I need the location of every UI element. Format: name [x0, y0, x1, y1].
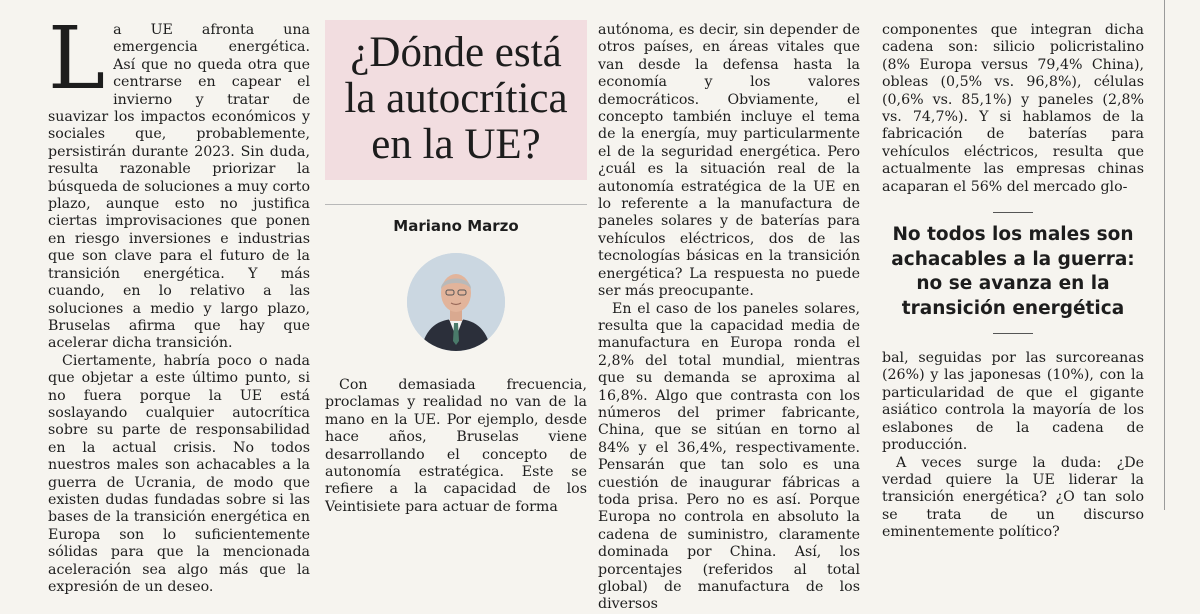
- divider: [993, 333, 1033, 334]
- column-1: [48, 9, 310, 596]
- divider: [325, 204, 587, 205]
- headline: ¿Dónde está la autocrítica en la UE?: [344, 29, 568, 168]
- paragraph: A veces surge la duda: ¿De verdad quiere la UE liderar la transición energética? ¿O tan solo se trata de un discurso eminentemente político?: [882, 454, 1144, 541]
- paragraph: Con demasiada frecuencia, proclamas y realidad no van de la mano en la UE. Por ejemplo, desde hace años, Bruselas viene desarrollando el concepto de autonomía estratégica. Este se refiere a la capacidad de los Veintisiete para actuar de forma: [325, 377, 587, 515]
- paragraph: bal, seguidas por las surcoreanas (26%) y las japonesas (10%), con la particularidad de que el gigante asiático controla la mayoría de los eslabones de la cadena de producción.: [882, 350, 1144, 454]
- author-byline: Mariano Marzo: [393, 217, 519, 235]
- drop-cap: L: [48, 9, 106, 109]
- column-3: [598, 22, 860, 614]
- pull-quote: [890, 212, 1136, 334]
- divider: [993, 212, 1033, 213]
- paragraph: autónoma, es decir, sin depender de otros países, en áreas vitales que van desde la defensa hasta la economía y los valores democráticos. Obviamente, el concepto también incluye el tema de la energía, muy particularmente el de la seguridad energética. Pero ¿cuál es la situación real de la autonomía estratégica de la UE en lo referente a la manufactura de paneles solares y de baterías para vehículos eléctricos, dos de las tecnologías básicas en la transición energética? La respuesta no puede ser más preocupante.: [598, 22, 860, 300]
- author-photo: [407, 253, 505, 351]
- paragraph: componentes que integran dicha cadena son: silicio policristalino (8% Europa versus 79,4% China), obleas (0,5% vs. 96,8%), células (0,6% vs. 85,1%) y paneles (2,8% vs. 74,7%). Y si hablamos de la fabricación de baterías para vehículos eléctricos, resulta que actualmente las empresas chinas acaparan el 56% del mercado glo-: [882, 22, 1144, 195]
- column-4: [882, 22, 1144, 542]
- paragraph: La UE afronta una emergencia energética. Así que no queda otra que centrarse en capear el invierno y tratar de suavizar los impactos económicos y sociales que, probablemente, persistirán durante 2023. Sin duda, resulta razonable priorizar la búsqueda de soluciones a muy corto plazo, aunque esto no justifica ciertas improvisaciones que ponen en riesgo inversiones e industrias que son clave para el futuro de la transición energética. Y más cuando, en lo relativo a las soluciones a medio y largo plazo, Bruselas afirma que hay que acelerar dicha transición.: [48, 9, 310, 352]
- page-edge-rule: [1164, 0, 1165, 510]
- paragraph: Ciertamente, habría poco o nada que objetar a este último punto, si no fuera porque la UE está soslayando cualquier autocrítica sobre su parte de responsabilidad en la actual crisis. No todos nuestros males son achacables a la guerra de Ucrania, de modo que existen dudas fundadas sobre si las bases de la transición energética en Europa son lo suficientemente sólidas para que la mencionada aceleración sea algo más que la expresión de un deseo.: [48, 352, 310, 595]
- pull-quote-text: No todos los males son achacables a la guerra: no se avanza en la transición energética: [891, 224, 1135, 319]
- paragraph: En el caso de los paneles solares, resulta que la capacidad media de manufactura en Europa ronda el 2,8% del total mundial, mientras que su demanda se aproxima al 16,8%. Algo que contrasta con los números del primer fabricante, China, que se sitúan en torno al 84% y el 36,4%, respectivamente. Pensarán que tan solo es una cuestión de inaugurar fábricas a toda prisa. Pero no es así. Porque Europa no controla en absoluto la cadena de suministro, claramente dominada por China. Así, los porcentajes (referidos al total global) de manufactura de los diversos: [598, 300, 860, 613]
- headline-box: [325, 20, 587, 180]
- column-2: [325, 20, 587, 516]
